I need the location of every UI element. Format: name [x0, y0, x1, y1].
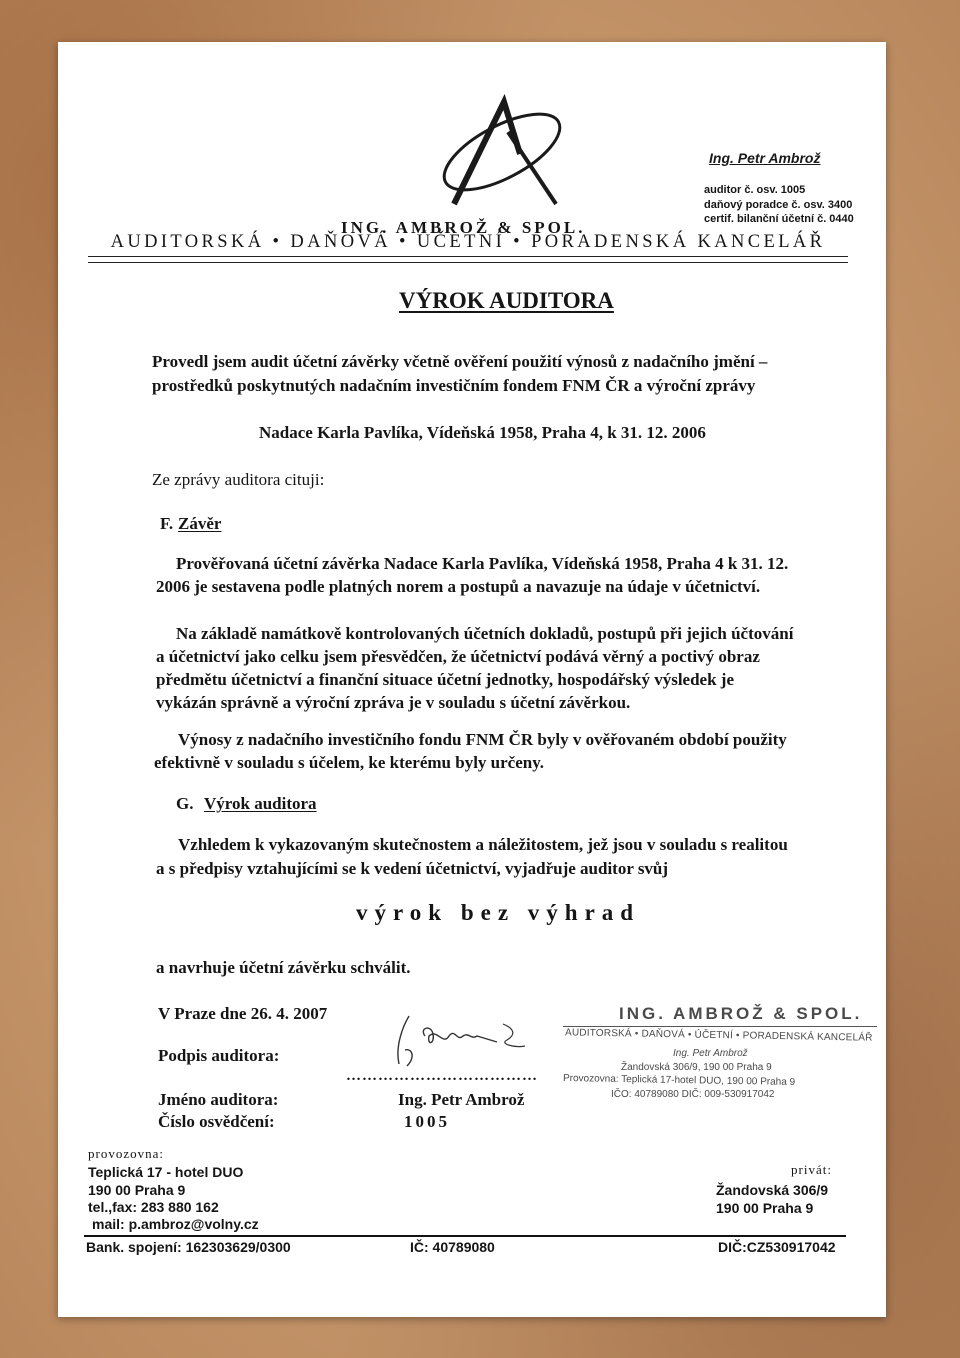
- section-g-heading: Výrok auditora: [204, 794, 317, 813]
- auditor-name-value: Ing. Petr Ambrož: [398, 1090, 525, 1109]
- person-name: Ing. Petr Ambrož: [709, 150, 821, 166]
- firm-name: ING. AMBROŽ & SPOL.: [341, 218, 586, 237]
- intro-line-1: Provedl jsem audit účetní závěrky včetně ověření použití výnosů z nadačního jmění –: [152, 352, 768, 371]
- stamp-ids: IČO: 40789080 DIČ: 009-530917042: [611, 1089, 775, 1100]
- section-f-para2-line3: předmětu účetnictví a finanční situace účetní jednotky, hospodářský výsledek je: [156, 670, 735, 689]
- footer-dic: DIČ:CZ530917042: [718, 1239, 836, 1255]
- section-f-para3-line2: efektivně v souladu s účelem, ke kterému byly určeny.: [154, 753, 545, 772]
- closing-line: a navrhuje účetní závěrku schválit.: [156, 958, 411, 977]
- footer-office-label: provozovna:: [88, 1146, 164, 1161]
- section-g-para-line2: a s předpisy vztahujícími se k vedení účetnictví, vyjadřuje auditor svůj: [156, 859, 669, 878]
- section-g-para-line1: Vzhledem k vykazovaným skutečnostem a náležitostem, jež jsou v souladu s realitou: [178, 835, 788, 854]
- stamp-address: Žandovská 306/9, 190 00 Praha 9: [621, 1062, 772, 1073]
- header-rule-top: [88, 256, 848, 257]
- signature-label: Podpis auditora:: [158, 1046, 280, 1065]
- section-f-para1-line1: Prověřovaná účetní závěrka Nadace Karla Pavlíka, Vídeňská 1958, Praha 4 k 31. 12.: [176, 554, 789, 573]
- stamp-rule: [563, 1026, 877, 1027]
- footer-office-line-3: tel.,fax: 283 880 162: [88, 1199, 219, 1215]
- entity-line: Nadace Karla Pavlíka, Vídeňská 1958, Praha 4, k 31. 12. 2006: [259, 423, 706, 442]
- footer-ic: IČ: 40789080: [410, 1239, 495, 1255]
- footer-office-line-4: mail: p.ambroz@volny.cz: [92, 1216, 259, 1232]
- footer-office-line-1: Teplická 17 - hotel DUO: [88, 1164, 244, 1180]
- stamp-firm-name: ING. AMBROŽ & SPOL.: [619, 1004, 863, 1023]
- tagline: AUDITORSKÁ • DAŇOVÁ • ÚČETNÍ • PORADENSKÁ KANCELÁŘ: [110, 232, 826, 252]
- intro-line-2: prostředků poskytnutých nadačním investičním fondem FNM ČR a výroční zprávy: [152, 376, 756, 395]
- footer-private-label: privát:: [791, 1162, 832, 1177]
- section-f-para1-line2: 2006 je sestavena podle platných norem a postupů a navazuje na údaje v účetnictví.: [156, 577, 761, 596]
- section-f-para2-line4: vykázán správně a výroční zpráva je v souladu s účetní závěrkou.: [156, 693, 631, 712]
- signature-dots: ………………………………: [346, 1068, 538, 1084]
- credential-tax-advisor: daňový poradce č. osv. 3400: [704, 199, 853, 211]
- credential-accountant: certif. bilanční účetní č. 0440: [704, 213, 854, 225]
- footer-rule: [84, 1235, 846, 1237]
- certificate-value: 1005: [404, 1112, 450, 1131]
- company-stamp: [563, 1002, 883, 1112]
- stamp-tagline: AUDITORSKÁ • DAŇOVÁ • ÚČETNÍ • PORADENSKÁ KANCELÁŘ: [564, 1027, 873, 1044]
- stamp-person: Ing. Petr Ambrož: [673, 1048, 748, 1059]
- footer-office-line-2: 190 00 Praha 9: [88, 1182, 186, 1198]
- verdict: výrok bez výhrad: [356, 900, 641, 925]
- section-f-heading: Závěr: [178, 514, 222, 533]
- firm-logo-icon: [424, 94, 574, 214]
- auditor-name-label: Jméno auditora:: [158, 1090, 279, 1109]
- section-f-para3-line1: Výnosy z nadačního investičního fondu FNM ČR byly v ověřovaném období použity: [178, 730, 787, 749]
- stamp-office: Provozovna: Teplická 17-hotel DUO, 190 00 Praha 9: [562, 1072, 796, 1089]
- credential-auditor: auditor č. osv. 1005: [704, 184, 806, 196]
- place-date: V Praze dne 26. 4. 2007: [158, 1004, 328, 1023]
- handwritten-signature: [385, 1006, 535, 1076]
- section-g-letter: G.: [176, 794, 194, 813]
- section-f-para2-line1: Na základě namátkově kontrolovaných účetních dokladů, postupů při jejich účtování: [176, 624, 794, 643]
- quote-intro: Ze zprávy auditora cituji:: [152, 470, 325, 489]
- section-f-letter: F.: [160, 514, 174, 533]
- footer-private-line-1: Žandovská 306/9: [716, 1182, 829, 1198]
- document-sheet: [58, 42, 886, 1317]
- footer-private-line-2: 190 00 Praha 9: [716, 1200, 814, 1216]
- section-f-para2-line2: a účetnictví jako celku jsem přesvědčen, že účetnictví podává věrný a poctivý obraz: [156, 647, 760, 666]
- certificate-label: Číslo osvědčení:: [158, 1112, 275, 1131]
- document-title: VÝROK AUDITORA: [399, 288, 614, 313]
- header-rule-top-2: [88, 262, 848, 263]
- footer-bank: Bank. spojení: 162303629/0300: [86, 1239, 291, 1255]
